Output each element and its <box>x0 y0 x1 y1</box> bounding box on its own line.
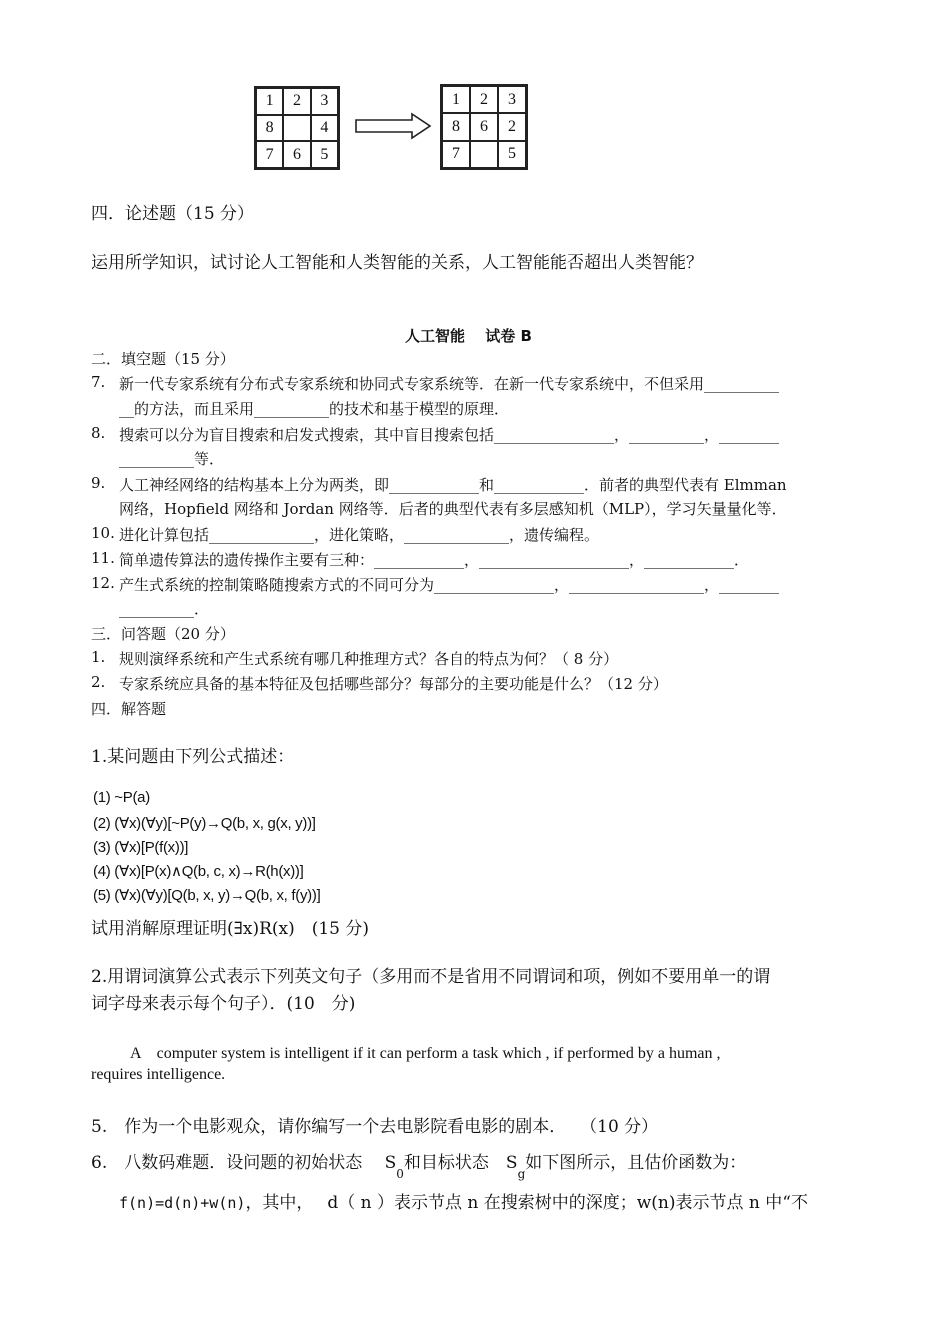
problem-text <box>119 1188 808 1213</box>
puzzle-cell: 3 <box>498 86 526 113</box>
section-title: 四．论述题（15 分） <box>91 204 255 224</box>
question-number: 8. <box>91 424 106 442</box>
question-text: 进化计算包括______________，进化策略，______________，遗传编程。 <box>119 526 600 544</box>
question-text: 网络，Hopfield 网络和 Jordan 网络等．后者的典型代表有多层感知机（MLP），学习矢量量化等． <box>119 500 787 518</box>
formula: (2) (∀x)(∀y)[~P(y)→Q(b, x, g(x, y))] <box>93 815 316 832</box>
subscript: g <box>517 1167 526 1181</box>
question-number: 2. <box>91 673 106 691</box>
arrow-right-icon <box>354 112 432 140</box>
page-title: 人工智能 试卷 B <box>405 327 532 345</box>
puzzle-cell: 8 <box>442 113 470 140</box>
question-number: 1. <box>91 648 106 666</box>
question-number: 9. <box>91 474 106 492</box>
puzzle-cell: 1 <box>256 88 283 115</box>
puzzle-cell: 5 <box>311 141 338 168</box>
formula: (1) ~P(a) <box>93 789 150 806</box>
question-number: 7. <box>91 373 106 391</box>
question-text: 简单遗传算法的遗传操作主要有三种：____________，____________________，____________． <box>119 551 750 569</box>
puzzle-cell: 7 <box>256 141 283 168</box>
subscript: 0 <box>396 1167 404 1181</box>
question-number: 11. <box>91 549 115 567</box>
formula: (4) (∀x)[P(x)∧Q(b, c, x)→R(h(x))] <box>93 863 304 880</box>
question-text: 新一代专家系统有分布式专家系统和协同式专家系统等．在新一代专家系统中，不但采用__________ <box>119 375 780 393</box>
question-text: 专家系统应具备的基本特征及包括哪些部分？每部分的主要功能是什么？（12 分） <box>119 675 668 693</box>
problem-text-part: ，其中， d（ n ）表示节点 n 在搜索树中的深度；w(n)表示节点 n 中“不 <box>245 1193 808 1213</box>
question-number: 10. <box>91 524 115 542</box>
question-text: 产生式系统的控制策略随搜索方式的不同可分为________________，__________________，________ <box>119 576 780 594</box>
problem-text: 2.用谓词演算公式表示下列英文句子（多用而不是省用不同谓词和项，例如不要用单一的谓 <box>91 967 771 987</box>
puzzle-cell <box>470 141 498 168</box>
problem-text <box>91 1148 747 1181</box>
puzzle-cell: 2 <box>498 113 526 140</box>
problem-text-part: 和目标状态 S <box>403 1153 518 1173</box>
puzzle-goal-grid <box>440 84 528 170</box>
puzzle-cell: 4 <box>311 115 338 142</box>
puzzle-cell <box>283 115 310 142</box>
puzzle-cell: 6 <box>283 141 310 168</box>
question-text: __________． <box>119 600 210 618</box>
puzzle-cell: 2 <box>283 88 310 115</box>
section-title: 二．填空题（15 分） <box>91 350 235 368</box>
question-text: __________等． <box>119 450 225 468</box>
problem-text: 5. 作为一个电影观众，请你编写一个去电影院看电影的剧本． （10 分） <box>91 1117 659 1137</box>
problem-text: 词字母来表示每个句子）．(10 分) <box>91 994 356 1014</box>
puzzle-start-grid <box>254 86 340 170</box>
puzzle-cell: 8 <box>256 115 283 142</box>
formula: (3) (∀x)[P(f(x))] <box>93 839 189 856</box>
puzzle-cell: 6 <box>470 113 498 140</box>
question-number: 12. <box>91 574 115 592</box>
formula-inline: f(n)=d(n)+w(n) <box>119 1194 246 1212</box>
problem-task: 试用消解原理证明(∃x)R(x) (15 分) <box>91 919 370 939</box>
puzzle-cell: 2 <box>470 86 498 113</box>
question-text: 人工神经网络的结构基本上分为两类，即____________和____________．前者的典型代表有 Elmman <box>119 476 787 494</box>
question-text: 搜索可以分为盲目搜索和启发式搜索，其中盲目搜索包括________________，__________，________ <box>119 426 780 444</box>
puzzle-cell: 3 <box>311 88 338 115</box>
section-title: 四．解答题 <box>91 700 167 718</box>
problem-intro: 1.某问题由下列公式描述： <box>91 747 295 767</box>
question-text: 规则演绎系统和产生式系统有哪几种推理方式？各自的特点为何？（ 8 分） <box>119 650 619 668</box>
puzzle-cell: 1 <box>442 86 470 113</box>
english-sentence: requires intelligence. <box>91 1066 226 1083</box>
essay-question: 运用所学知识，试讨论人工智能和人类智能的关系，人工智能能否超出人类智能？ <box>91 253 703 273</box>
problem-text-part: 6. 八数码难题．设问题的初始状态 S <box>91 1153 397 1173</box>
question-text: __的方法，而且采用__________的技术和基于模型的原理． <box>119 400 510 418</box>
puzzle-cell: 7 <box>442 141 470 168</box>
problem-text-part: 如下图所示，且估价函数为： <box>525 1153 747 1173</box>
formula: (5) (∀x)(∀y)[Q(b, x, y)→Q(b, x, f(y))] <box>93 887 321 904</box>
english-sentence: A computer system is intelligent if it can perform a task which , if performed by a human , <box>130 1045 721 1062</box>
section-title: 三．问答题（20 分） <box>91 625 235 643</box>
puzzle-cell: 5 <box>498 141 526 168</box>
